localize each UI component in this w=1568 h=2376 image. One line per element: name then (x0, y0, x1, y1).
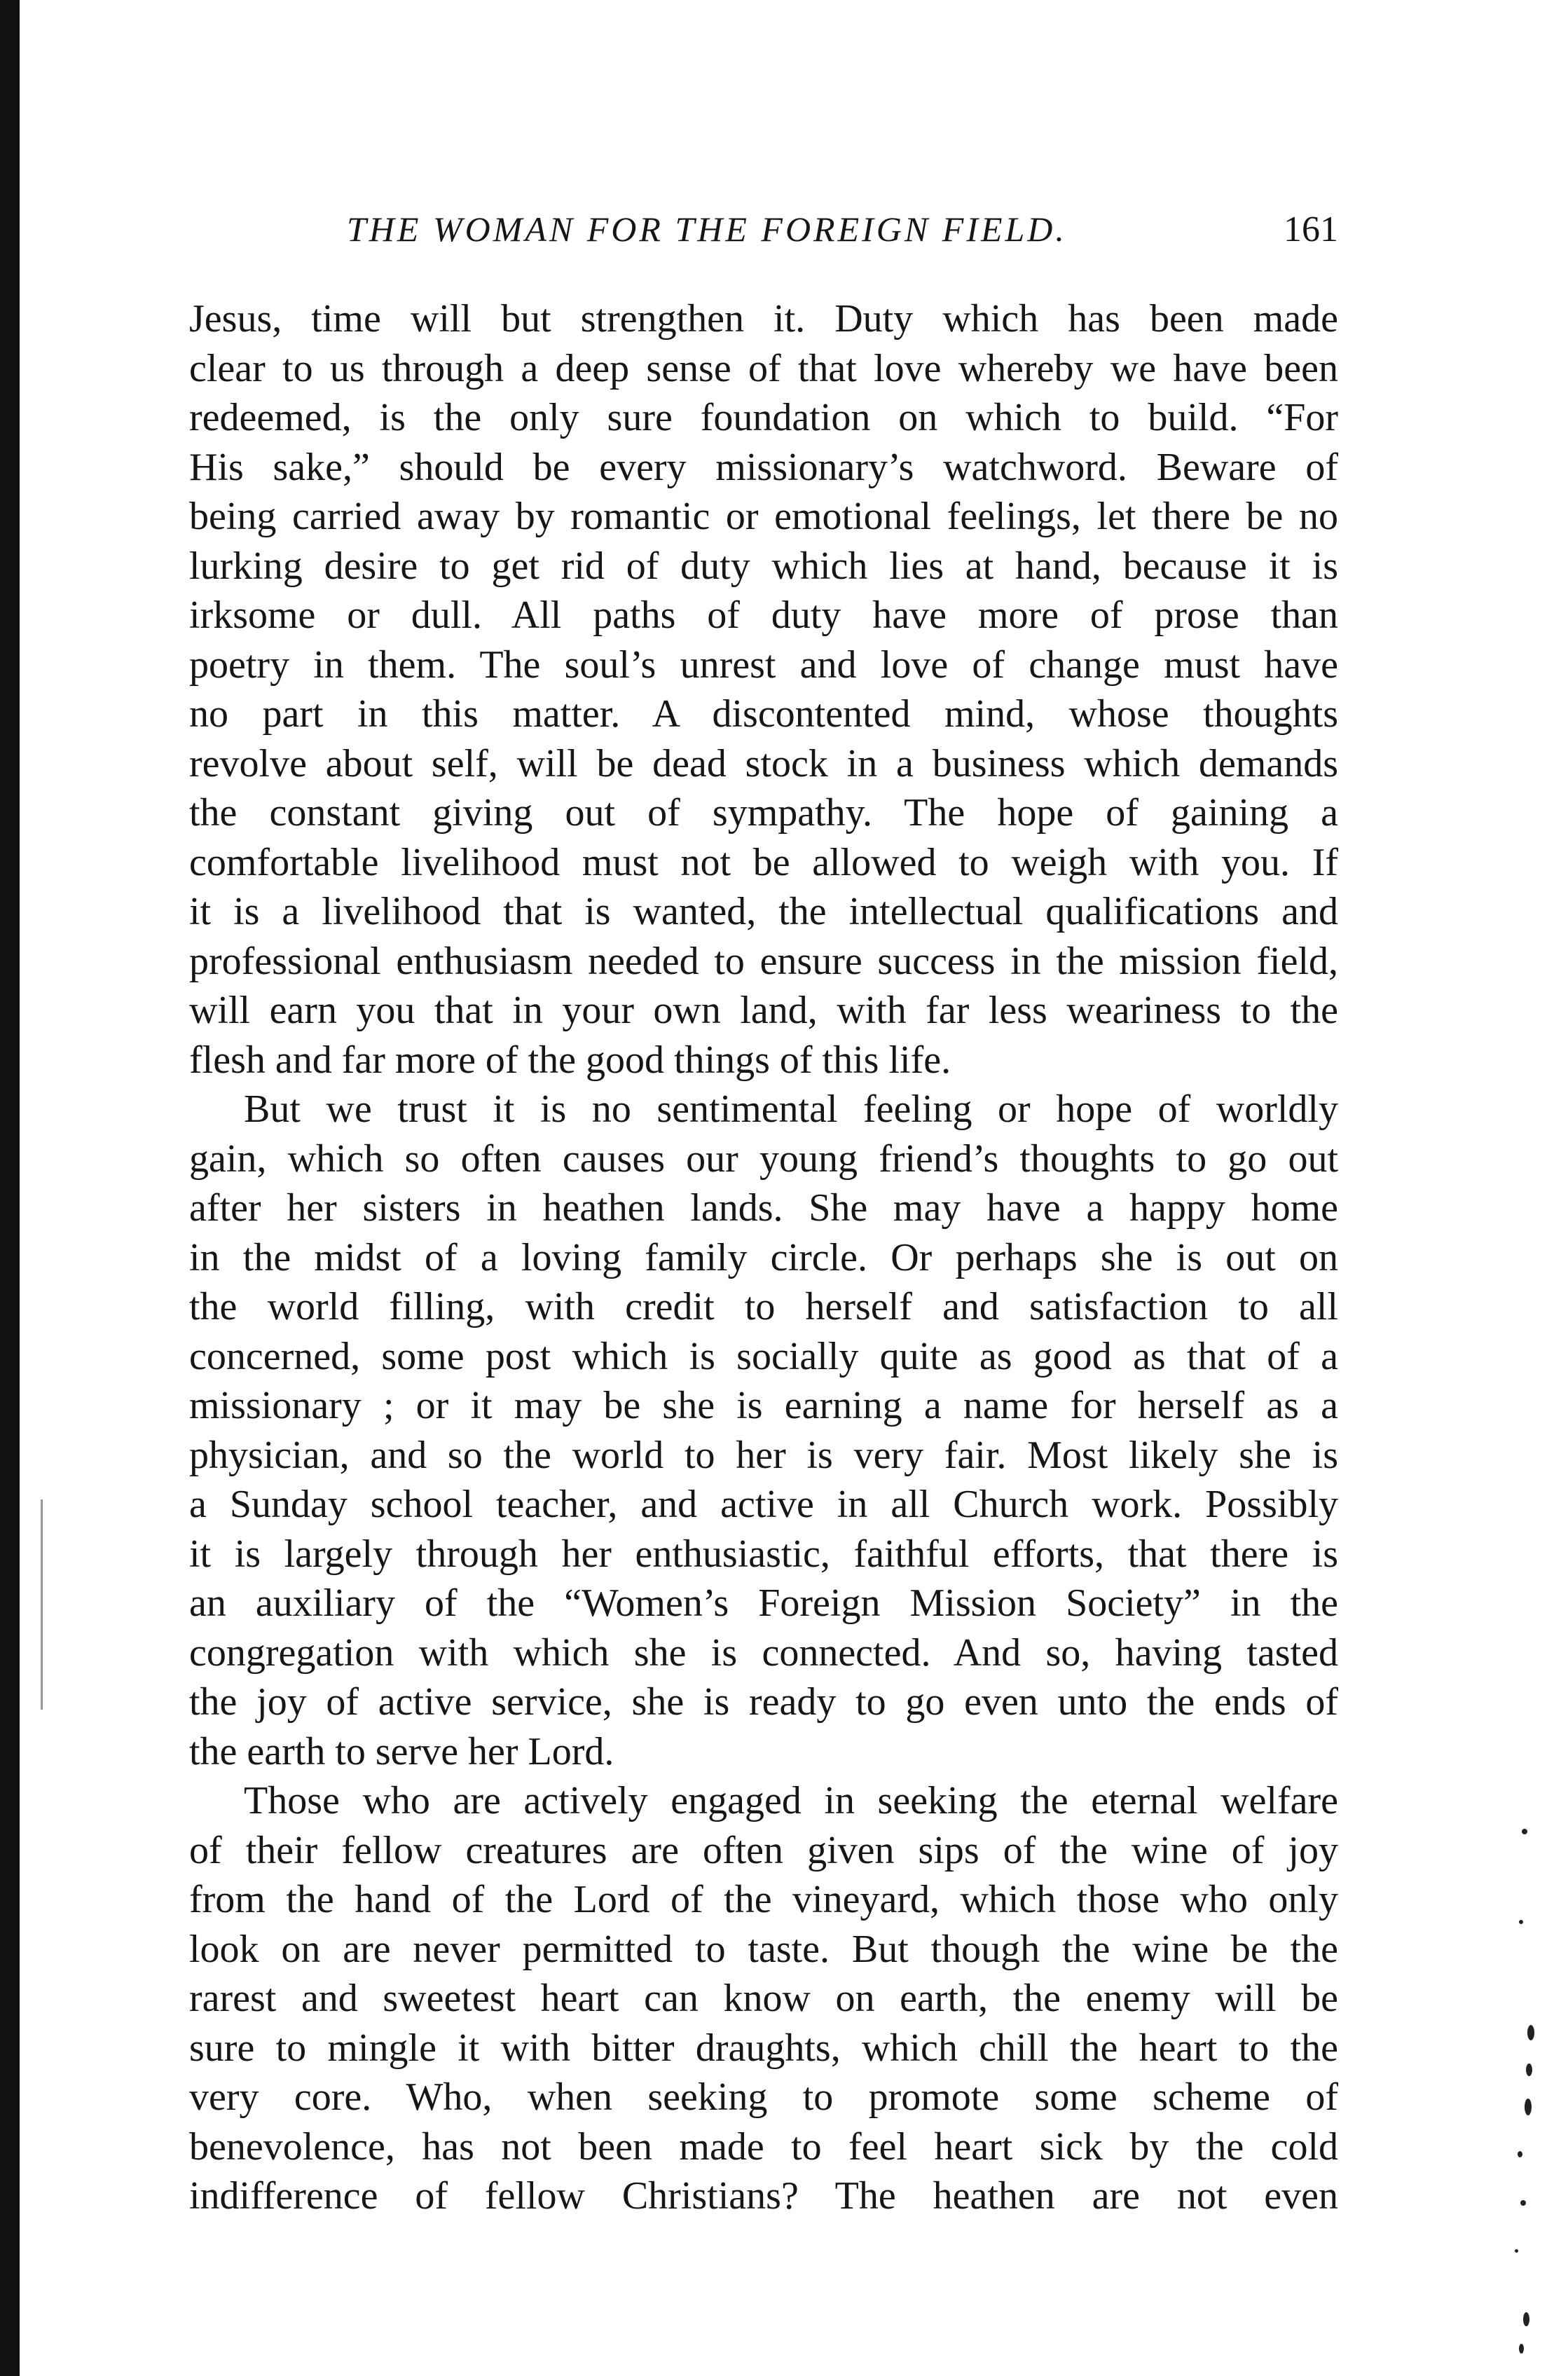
text-line: lurking desire to get rid of duty which lies at hand, because it is (189, 544, 1338, 588)
body-text (189, 294, 1338, 2221)
scan-speck (1526, 2063, 1532, 2076)
scan-speck (1518, 2151, 1522, 2157)
text-line: it is a livelihood that is wanted, the intellectual qualifications and (189, 890, 1338, 933)
text-line: clear to us through a deep sense of that love whereby we have been (189, 346, 1338, 390)
text-line: being carried away by romantic or emotional feelings, let there be no (189, 495, 1338, 538)
text-line: of their fellow creatures are often given sips of the wine of joy (189, 1828, 1338, 1872)
text-line: poetry in them. The soul’s unrest and love of change must have (189, 643, 1338, 687)
text-line: the joy of active service, she is ready to go even unto the ends of (189, 1680, 1338, 1724)
text-line: the constant giving out of sympathy. The hope of gaining a (189, 791, 1338, 835)
text-line: after her sisters in heathen lands. She may have a happy home (189, 1186, 1338, 1230)
text-line: the earth to serve her Lord. (189, 1729, 614, 1773)
text-line: a Sunday school teacher, and active in all Church work. Possibly (189, 1483, 1338, 1526)
text-line: benevolence, has not been made to feel heart sick by the cold (189, 2124, 1338, 2169)
text-line: sure to mingle it with bitter draughts, which chill the heart to the (189, 2026, 1338, 2070)
scan-speck (1515, 2249, 1518, 2253)
text-line: flesh and far more of the good things of this life. (189, 1038, 951, 1082)
text-line: Those who are actively engaged in seeking the eternal welfare (244, 1779, 1338, 1822)
text-line: His sake,” should be every missionary’s watchword. Beware of (189, 445, 1338, 489)
text-line: look on are never permitted to taste. But though the wine be the (189, 1927, 1338, 1971)
scan-binding-edge (0, 0, 20, 2376)
running-head: THE WOMAN FOR THE FOREIGN FIELD. (347, 210, 1067, 249)
scan-speck (1522, 1829, 1527, 1834)
text-line: missionary ; or it may be she is earning a name for herself as a (189, 1384, 1338, 1427)
text-line: in the midst of a loving family circle. Or perhaps she is out on (189, 1235, 1338, 1279)
paragraph-2 (189, 1085, 1338, 1776)
page-number: 161 (1284, 210, 1338, 249)
text-line: very core. Who, when seeking to promote some scheme of (189, 2075, 1338, 2119)
text-line: Jesus, time will but strengthen it. Duty which has been made (189, 297, 1338, 341)
paragraph-1 (189, 294, 1338, 1085)
text-line: physician, and so the world to her is very fair. Most likely she is (189, 1433, 1338, 1477)
text-line: revolve about self, will be dead stock in a business which demands (189, 741, 1338, 785)
scan-speck (1520, 2200, 1526, 2206)
scan-speck (1523, 2312, 1529, 2326)
text-line: rarest and sweetest heart can know on earth, the enemy will be (189, 1977, 1338, 2020)
text-line: no part in this matter. A discontented mind, whose thoughts (189, 692, 1338, 736)
text-line: irksome or dull. All paths of duty have more of prose than (189, 593, 1338, 637)
text-line: indifference of fellow Christians? The heathen are not even (189, 2174, 1338, 2218)
scan-speck (1519, 2344, 1524, 2354)
text-line: redeemed, is the only sure foundation on which to build. “For (189, 396, 1338, 439)
text-line: concerned, some post which is socially quite as good as that of a (189, 1334, 1338, 1378)
text-line: professional enthusiasm needed to ensure success in the mission field, (189, 939, 1338, 983)
text-line: it is largely through her enthusiastic, faithful efforts, that there is (189, 1532, 1338, 1576)
text-line: comfortable livelihood must not be allowed to weigh with you. If (189, 840, 1338, 884)
scan-speck (1519, 1920, 1523, 1924)
scan-noise-specks (1506, 1822, 1548, 2375)
page-header (189, 203, 1338, 266)
scan-speck (1525, 2099, 1532, 2115)
scan-margin-mark (41, 1499, 43, 1710)
text-line: But we trust it is no sentimental feeling or hope of worldly (244, 1087, 1338, 1131)
text-line: will earn you that in your own land, with far less weariness to the (189, 989, 1338, 1032)
paragraph-3 (189, 1776, 1338, 2221)
text-line: from the hand of the Lord of the vineyard, which those who only (189, 1878, 1338, 1921)
scan-speck (1527, 2025, 1534, 2040)
text-line: an auxiliary of the “Women’s Foreign Mission Society” in the (189, 1581, 1338, 1625)
text-line: congregation with which she is connected. And so, having tasted (189, 1630, 1338, 1675)
text-line: the world filling, with credit to herself and satisfaction to all (189, 1285, 1338, 1328)
text-line: gain, which so often causes our young friend’s thoughts to go out (189, 1137, 1338, 1181)
